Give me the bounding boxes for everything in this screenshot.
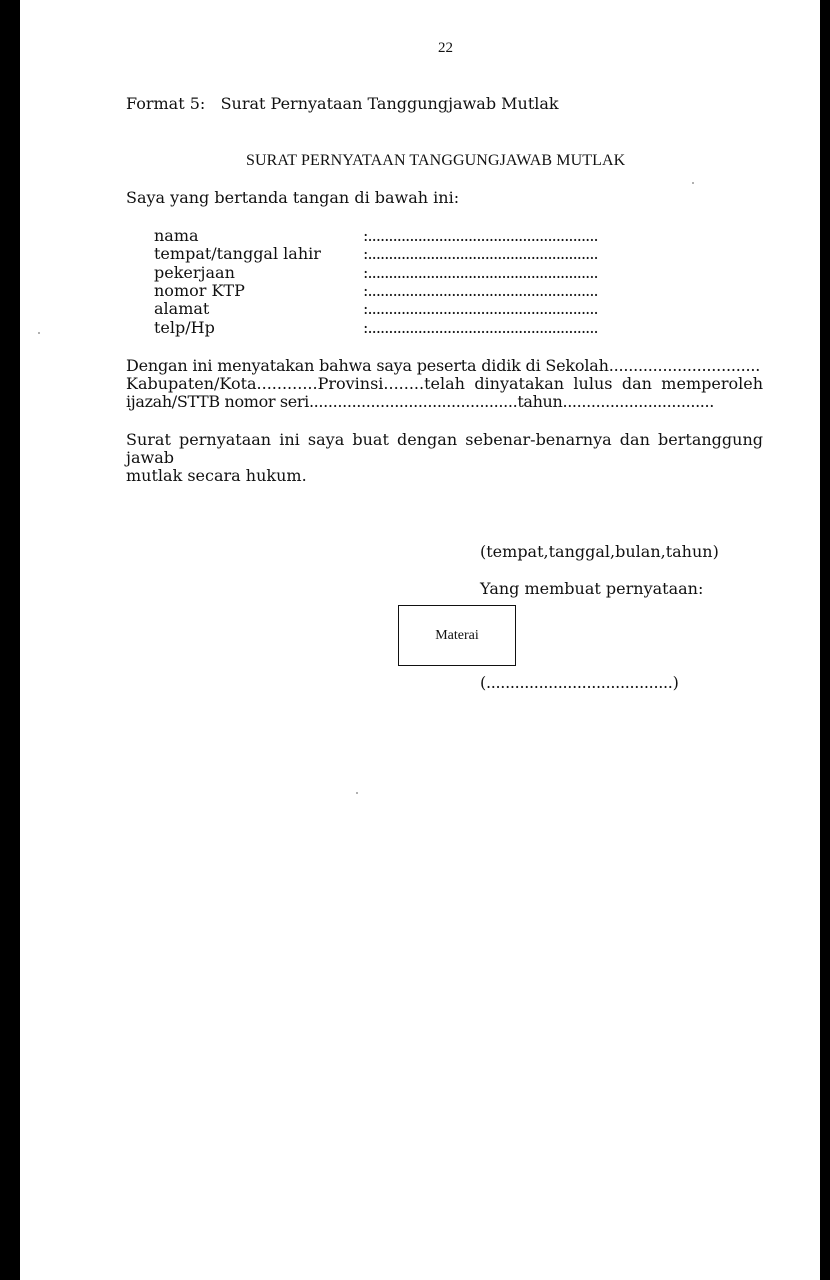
page-number: 22 [438, 40, 453, 56]
field-blank-tempat-tanggal-lahir: :....................................................... [363, 244, 598, 263]
field-label-alamat: alamat [154, 299, 210, 318]
stamp-box [398, 605, 516, 666]
field-blank-nomor-ktp: :....................................................... [363, 281, 598, 300]
intro-text: Saya yang bertanda tangan di bawah ini: [126, 188, 460, 207]
place-date-line: (tempat,tanggal,bulan,tahun) [480, 542, 719, 561]
closing-line-2: mutlak secara hukum. [126, 466, 307, 485]
document-page [20, 0, 820, 1280]
field-label-tempat-tanggal-lahir: tempat/tanggal lahir [154, 244, 321, 263]
stamp-label: Materai [435, 627, 479, 643]
scan-speck [38, 332, 40, 334]
statement-paragraph [126, 357, 763, 411]
format-heading: Format 5: Surat Pernyataan Tanggungjawab Mutlak [126, 94, 559, 113]
maker-label: Yang membuat pernyataan: [480, 579, 704, 598]
field-blank-nama: :....................................................... [363, 226, 598, 245]
field-label-pekerjaan: pekerjaan [154, 263, 235, 282]
field-label-telp-hp: telp/Hp [154, 318, 215, 337]
field-blank-pekerjaan: :....................................................... [363, 263, 598, 282]
signature-line: (.......................................) [480, 673, 679, 692]
field-blank-alamat: :....................................................... [363, 299, 598, 318]
field-blank-telp-hp: :....................................................... [363, 318, 598, 337]
closing-paragraph [126, 431, 763, 485]
closing-line-1: Surat pernyataan ini saya buat dengan sebenar-benarnya dan bertanggung jawab [126, 430, 763, 467]
scan-speck [356, 792, 358, 794]
scan-speck [692, 182, 694, 184]
field-label-nomor-ktp: nomor KTP [154, 281, 245, 300]
statement-line-2: Kabupaten/Kota............Provinsi........telah dinyatakan lulus dan memperoleh [126, 374, 763, 393]
document-title: SURAT PERNYATAAN TANGGUNGJAWAB MUTLAK [246, 152, 626, 169]
statement-line-3: ijazah/STTB nomor seri............................................tahun................................ [126, 392, 715, 411]
statement-line-1: Dengan ini menyatakan bahwa saya peserta didik di Sekolah............................... [126, 356, 761, 375]
field-label-nama: nama [154, 226, 199, 245]
